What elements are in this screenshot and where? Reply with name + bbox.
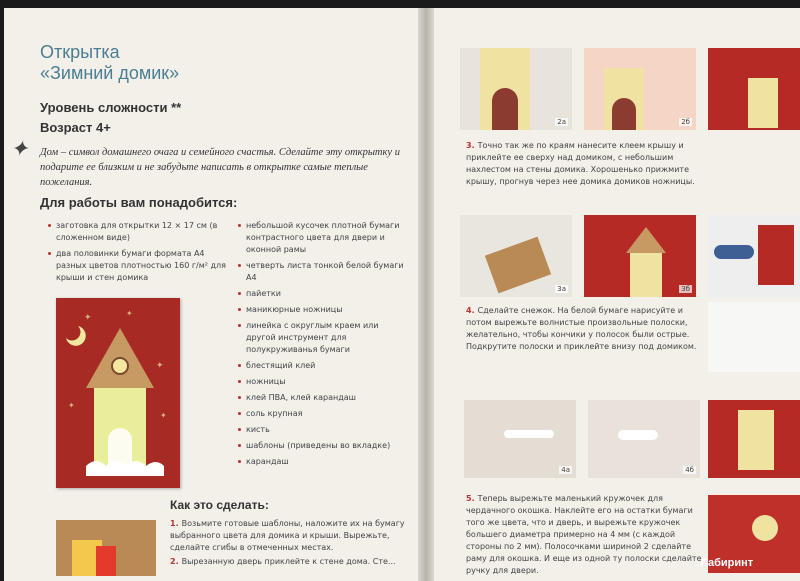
- labirint-watermark: Лабиринт: [700, 557, 754, 569]
- materials-heading: Для работы вам понадобится:: [40, 195, 238, 210]
- list-item: ножницы: [238, 376, 408, 388]
- list-item: пайетки: [238, 288, 408, 300]
- photo-2c: [708, 48, 800, 130]
- scissors-icon: [714, 245, 754, 259]
- list-item: соль крупная: [238, 408, 408, 420]
- roof-piece: [485, 237, 551, 294]
- door-shape: [492, 88, 518, 130]
- photo-4a: [464, 400, 576, 478]
- materials-list-left: [48, 220, 228, 288]
- list-item: заготовка для открытки 12 × 17 см (в сложенном виде): [48, 220, 228, 244]
- window-shape: [112, 358, 128, 374]
- step-2-text: 2. Вырезанную дверь приклейте к стене дома. Сте...: [170, 557, 396, 566]
- step-3-text: 3. Точно так же по краям нанесите клеем крышу и приклейте ее сверху над домиком, с небольшим нахлестом на стены домика. Хорошенько прижмите крышу, прогнув через нее домика домиков ножницы.: [466, 141, 695, 186]
- window-circle: [752, 515, 778, 541]
- photo-white-paper: [708, 302, 800, 372]
- photo-label: 4а: [561, 466, 570, 474]
- photo-label: 3б: [681, 285, 690, 293]
- photo-label: 2б: [681, 118, 690, 126]
- photo-3a: [460, 215, 572, 297]
- age-label: Возраст 4+: [40, 120, 111, 135]
- card-piece: [758, 225, 794, 285]
- list-item: небольшой кусочек плотной бумаги контрастного цвета для двери и оконной рамы: [238, 220, 408, 256]
- house-wall: [748, 78, 778, 128]
- house-wall: [630, 253, 662, 297]
- list-item: карандаш: [238, 456, 408, 468]
- moon-icon: [66, 326, 86, 346]
- template-photo: [56, 520, 156, 576]
- photo-label: 3а: [557, 285, 566, 293]
- list-item: шаблоны (приведены во вкладке): [238, 440, 408, 452]
- photo-4c: [708, 400, 800, 478]
- list-item: два половинки бумаги формата А4 разных цветов плотностью 160 г/м² для крыши и стен домика: [48, 248, 228, 284]
- house-card-illustration: [56, 298, 180, 488]
- photo-3c: [708, 215, 800, 297]
- step-1-text: 1. Возьмите готовые шаблоны, наложите их на бумагу выбранного цвета для домика и крыши. Вырежьте, сделайте сгибы в отмеченных местах.: [170, 519, 405, 552]
- roof-shape: [626, 227, 666, 253]
- list-item: линейка с округлым краем или другой инструмент для полукруживанья бумаги: [238, 320, 408, 356]
- paper-strip: [504, 430, 554, 438]
- list-item: маникюрные ножницы: [238, 304, 408, 316]
- photo-label: 2а: [557, 118, 566, 126]
- list-item: клей ПВА, клей карандаш: [238, 392, 408, 404]
- how-to-heading: Как это сделать:: [170, 498, 269, 512]
- intro-text: ✦ Дом – символ домашнего очага и семейного счастья. Сделайте эту открытку и подарите ее близким и не забудьте написать в открытке самые теплые пожелания.: [10, 136, 400, 188]
- list-item: кисть: [238, 424, 408, 436]
- photo-2a: [460, 48, 572, 130]
- difficulty-label: Уровень сложности **: [40, 100, 182, 115]
- house-wall: [738, 410, 774, 470]
- finished-card-photo: [56, 298, 180, 488]
- star-icon: ✦: [156, 361, 164, 371]
- materials-list-right: [238, 220, 408, 472]
- star-icon: ✦: [126, 309, 133, 318]
- photo-4b: [588, 400, 700, 478]
- red-paper: [96, 546, 116, 576]
- list-item: блестящий клей: [238, 360, 408, 372]
- step-5-text: 5. Теперь вырежьте маленький кружочек для чердачного окошка. Наклейте его на остатки бумаги того же цвета, что и дверь, и вырежьте кружочек большего диаметра примерно на 4 мм (с каждой стороны по 2 мм). Полосочками шириной 2 сделайте раму для окошка. И еще из одной ту полоски сделайте ручку для двери.: [466, 494, 702, 575]
- photo-3b: [584, 215, 696, 297]
- list-item: четверть листа тонкой белой бумаги А4: [238, 260, 408, 284]
- book-gutter: [418, 8, 434, 581]
- star-icon: ✦: [160, 411, 167, 420]
- photo-label: 4б: [685, 466, 694, 474]
- paper-strip: [618, 430, 658, 440]
- step-4-text: 4. Сделайте снежок. На белой бумаге нарисуйте и потом вырежьте волнистые произвольные полоски, желательно, чтобы кончики у полосок были острые. Подкрутите полоски и приклейте внизу под домиком.: [466, 306, 697, 351]
- star-icon: ✦: [84, 313, 92, 323]
- photo-2b: [584, 48, 696, 130]
- star-icon: ✦: [68, 401, 75, 410]
- door-shape: [108, 428, 132, 466]
- sparkle-icon: ✦: [10, 136, 29, 161]
- page-title: Открытка «Зимний домик»: [40, 42, 180, 83]
- door-shape: [612, 98, 636, 130]
